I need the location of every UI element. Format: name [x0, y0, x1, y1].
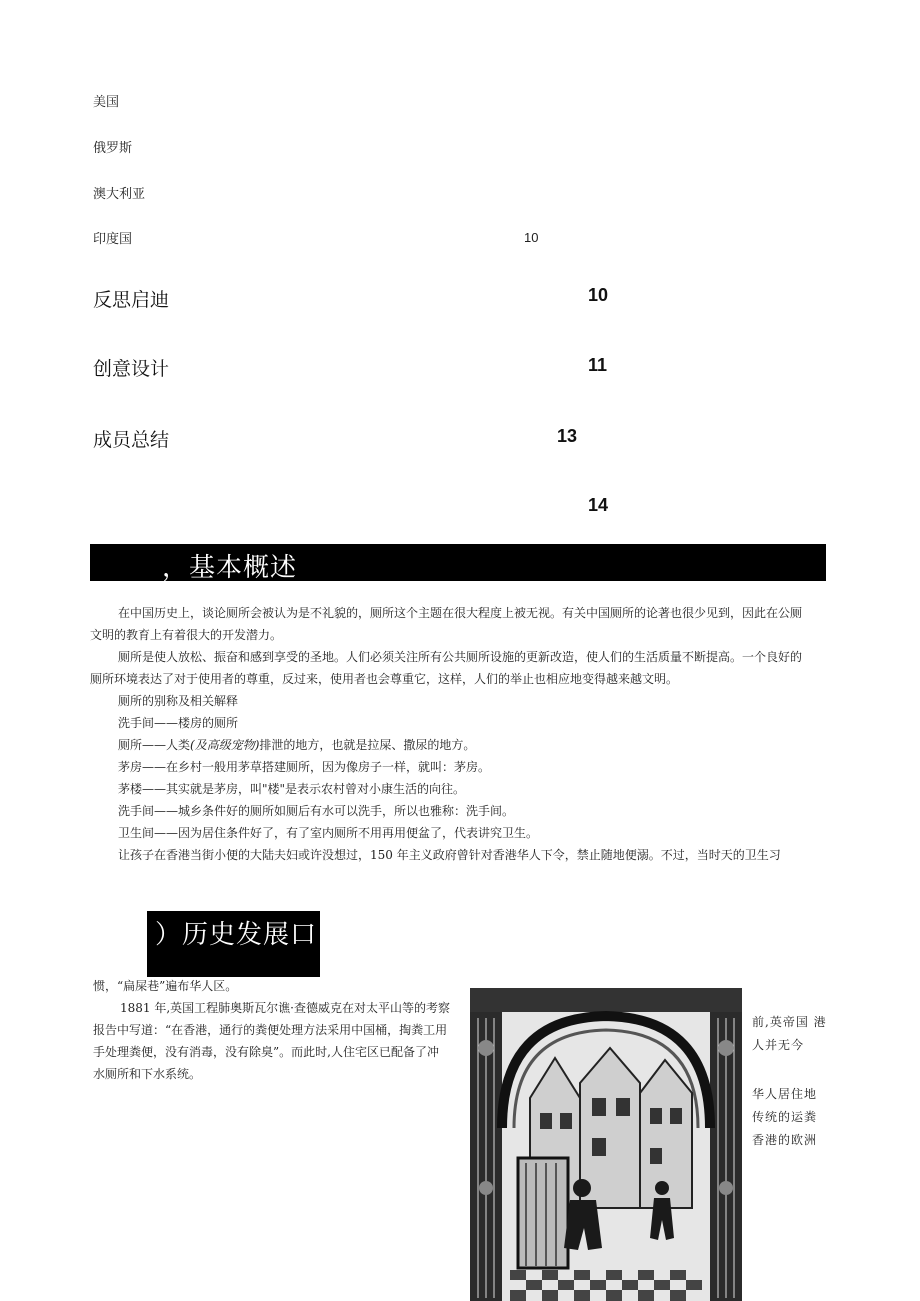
- para2-line1: 厕所是使人放松、振奋和感到享受的圣地。人们必须关注所有公共厕所设施的更新改造，使人们的生活质量不断提高。一个良好的: [118, 650, 803, 664]
- name-line-handwash: 洗手间——城乡条件好的厕所如厕后有水可以洗手，所以也雅称：洗手间。: [118, 804, 515, 818]
- history-right-line-1: 前,英帝国 港: [752, 1015, 827, 1029]
- toc-item-australia: 澳大利亚: [93, 187, 146, 202]
- overview-body: [90, 602, 830, 866]
- section-heading-banner: [90, 544, 826, 581]
- toc-item-member-summary: 成员总结: [93, 429, 170, 451]
- para2-line2: 厕所环境表达了对于使用者的尊重，反过来，使用者也会尊重它，这样，人们的举止也相应地变得越来越文明。: [90, 672, 679, 686]
- name-line-thatch-tower: 茅楼——其实就是茅房，叫"楼"是表示农村曾对小康生活的向往。: [118, 782, 466, 796]
- name-line-toilet-em: (及高级宠物): [190, 738, 260, 752]
- history-right-line-5: 香港的欧洲: [752, 1133, 818, 1147]
- history-right-line-2: 人并无今: [752, 1038, 805, 1052]
- name-line-toilet-a: 厕所——人类: [118, 738, 191, 752]
- toc-item-usa: 美国: [93, 95, 120, 110]
- name-line-toilet: [118, 734, 830, 756]
- woodcut-illustration: [470, 988, 742, 1301]
- history-line-3: 报告中写道：“在香港，通行的粪便处理方法采用中国桶，掏粪工用: [93, 1023, 448, 1037]
- para1-line2: 文明的教育上有着很大的开发潜力。: [90, 628, 283, 642]
- section-heading-overview: ，基本概述: [162, 553, 298, 583]
- name-line-toilet-b: 排泄的地方，也就是拉屎、撒尿的地方。: [259, 738, 476, 752]
- history-left-column: [93, 975, 453, 1085]
- history-line-4: 手处理粪便，没有消毒，没有除臭”。而此时,人住宅区已配备了冲: [93, 1045, 439, 1059]
- name-line-thatch-house: 茅房——在乡村一般用茅草搭建厕所，因为像房子一样，就叫：茅房。: [118, 760, 491, 774]
- names-title: 厕所的别称及相关解释: [118, 694, 239, 708]
- name-line-washroom: 洗手间——楼房的厕所: [118, 716, 239, 730]
- history-right-line-4: 传统的运粪: [752, 1110, 818, 1124]
- toc-page-last: 14: [588, 495, 609, 515]
- toc-item-russia: 俄罗斯: [93, 141, 133, 156]
- history-line-5: 水厕所和下水系统。: [93, 1067, 202, 1081]
- section-heading-history: ）历史发展口: [155, 920, 318, 950]
- history-line-2: 1881 年,英国工程肺奥斯瓦尔谯·查德威克在对太平山等的考察: [120, 1001, 450, 1015]
- toc-page-creative-design: 11: [588, 355, 608, 375]
- toc-page-india: 10: [524, 230, 539, 245]
- para1-line1: 在中国历史上，谈论厕所会被认为是不礼貌的，厕所这个主题在很大程度上被无视。有关中国厕所的论著也很少见到，因此在公厕: [118, 606, 803, 620]
- history-right-line-3: 华人居住地: [752, 1087, 818, 1101]
- toc-item-reflection: 反思启迪: [93, 289, 170, 311]
- toc-item-india: 印度国: [93, 232, 133, 247]
- history-line-1: 惯，“扁屎巷”遍布华人区。: [93, 979, 238, 993]
- toc-page-member-summary: 13: [557, 426, 578, 446]
- toc-page-reflection: 10: [588, 285, 609, 305]
- name-line-bathroom: 卫生间——因为居住条件好了，有了室内厕所不用再用便盆了，代表讲究卫生。: [118, 826, 539, 840]
- section-heading-banner-2: [147, 911, 320, 977]
- toc-item-creative-design: 创意设计: [93, 358, 170, 380]
- hk-line: 让孩子在香港当街小便的大陆夫妇或许没想过，150 年主义政府曾针对香港华人下令，禁止随地便溺。不过，当时天的卫生习: [118, 848, 781, 862]
